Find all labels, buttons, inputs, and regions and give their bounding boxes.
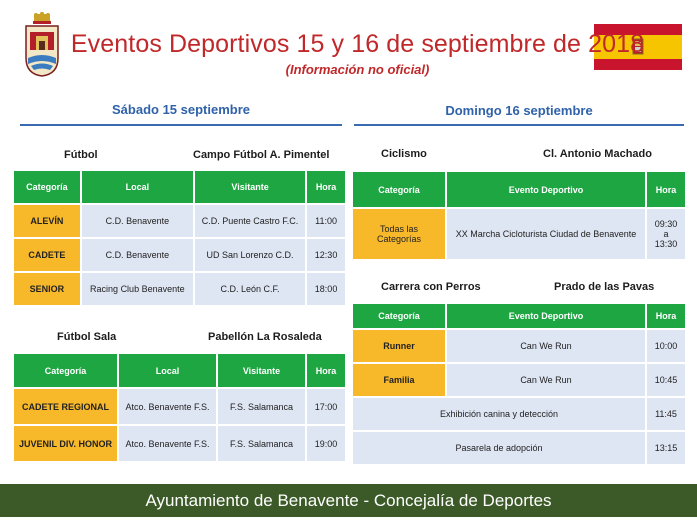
column-header: Local xyxy=(82,171,193,203)
column-header: Hora xyxy=(307,354,345,387)
home-team-cell: Atco. Benavente F.S. xyxy=(119,389,216,424)
table-header-row xyxy=(14,354,345,387)
home-team-cell: C.D. Benavente xyxy=(82,239,193,271)
futbol-sala-venue: Pabellón La Rosaleda xyxy=(208,331,322,343)
column-header: Hora xyxy=(647,304,685,328)
category-cell: ALEVÍN xyxy=(14,205,80,237)
carrera-table xyxy=(351,302,687,466)
category-line-2: Categorías xyxy=(376,234,422,244)
table-row xyxy=(14,205,345,237)
column-header: Categoría xyxy=(353,172,445,207)
time-cell: 18:00 xyxy=(307,273,345,305)
category-cell: CADETE xyxy=(14,239,80,271)
home-team-cell: Racing Club Benavente xyxy=(82,273,193,305)
column-header: Local xyxy=(119,354,216,387)
event-cell: Can We Run xyxy=(447,330,645,362)
time-cell: 11:45 xyxy=(647,398,685,430)
table-header-row xyxy=(353,304,685,328)
futbol-table xyxy=(12,169,347,307)
column-header: Hora xyxy=(307,171,345,203)
time-cell: 19:00 xyxy=(307,426,345,461)
category-cell xyxy=(353,209,445,259)
column-header: Visitante xyxy=(195,171,305,203)
table-row xyxy=(353,398,685,430)
away-team-cell: C.D. Puente Castro F.C. xyxy=(195,205,305,237)
carrera-venue: Prado de las Pavas xyxy=(554,281,655,293)
table-row xyxy=(14,389,345,424)
sunday-heading: Domingo 16 septiembre xyxy=(445,103,593,118)
away-team-cell: F.S. Salamanca xyxy=(218,389,305,424)
away-team-cell: UD San Lorenzo C.D. xyxy=(195,239,305,271)
time-end: 13:30 xyxy=(654,239,678,249)
event-cell: Can We Run xyxy=(447,364,645,396)
table-row xyxy=(14,273,345,305)
time-separator: a xyxy=(663,229,669,239)
table-row xyxy=(353,364,685,396)
event-cell: XX Marcha Cicloturista Ciudad de Benavente xyxy=(447,209,645,259)
home-team-cell: Atco. Benavente F.S. xyxy=(119,426,216,461)
column-header: Categoría xyxy=(353,304,445,328)
category-cell: SENIOR xyxy=(14,273,80,305)
time-cell: 17:00 xyxy=(307,389,345,424)
home-team-cell: C.D. Benavente xyxy=(82,205,193,237)
page-subtitle: (Información no oficial) xyxy=(285,62,430,77)
footer-banner: Ayuntamiento de Benavente - Concejalía de Deportes xyxy=(0,484,697,517)
table-row xyxy=(14,239,345,271)
time-cell: 13:15 xyxy=(647,432,685,464)
page-title: Eventos Deportivos 15 y 16 de septiembre de 2018 xyxy=(70,30,645,58)
time-start: 09:30 xyxy=(654,219,678,229)
futbol-sala-table xyxy=(12,352,347,463)
carrera-title: Carrera con Perros xyxy=(381,281,481,293)
saturday-heading: Sábado 15 septiembre xyxy=(112,102,250,117)
away-team-cell: C.D. León C.F. xyxy=(195,273,305,305)
column-header: Visitante xyxy=(218,354,305,387)
column-header: Categoría xyxy=(14,354,117,387)
ciclismo-venue: Cl. Antonio Machado xyxy=(543,148,652,160)
column-header: Evento Deportivo xyxy=(447,304,645,328)
column-header: Hora xyxy=(647,172,685,207)
category-line-1: Todas las xyxy=(379,224,419,234)
table-header-row xyxy=(14,171,345,203)
time-cell xyxy=(647,209,685,259)
category-cell: JUVENIL DIV. HONOR xyxy=(14,426,117,461)
futbol-title: Fútbol xyxy=(64,149,98,161)
futbol-sala-title: Fútbol Sala xyxy=(57,331,117,343)
event-cell: Pasarela de adopción xyxy=(353,432,645,464)
futbol-venue: Campo Fútbol A. Pimentel xyxy=(193,149,330,161)
table-row xyxy=(353,209,685,259)
time-cell: 12:30 xyxy=(307,239,345,271)
table-row xyxy=(353,330,685,362)
away-team-cell: F.S. Salamanca xyxy=(218,426,305,461)
ciclismo-table xyxy=(351,170,687,261)
table-row xyxy=(14,426,345,461)
category-cell: Runner xyxy=(353,330,445,362)
column-header: Categoría xyxy=(14,171,80,203)
time-cell: 10:45 xyxy=(647,364,685,396)
column-header: Evento Deportivo xyxy=(447,172,645,207)
time-cell: 11:00 xyxy=(307,205,345,237)
category-cell: CADETE REGIONAL xyxy=(14,389,117,424)
saturday-divider xyxy=(20,124,342,126)
table-row xyxy=(353,432,685,464)
ciclismo-title: Ciclismo xyxy=(381,148,427,160)
event-cell: Exhibición canina y detección xyxy=(353,398,645,430)
time-cell: 10:00 xyxy=(647,330,685,362)
sunday-divider xyxy=(354,124,684,126)
category-cell: Familia xyxy=(353,364,445,396)
table-header-row xyxy=(353,172,685,207)
